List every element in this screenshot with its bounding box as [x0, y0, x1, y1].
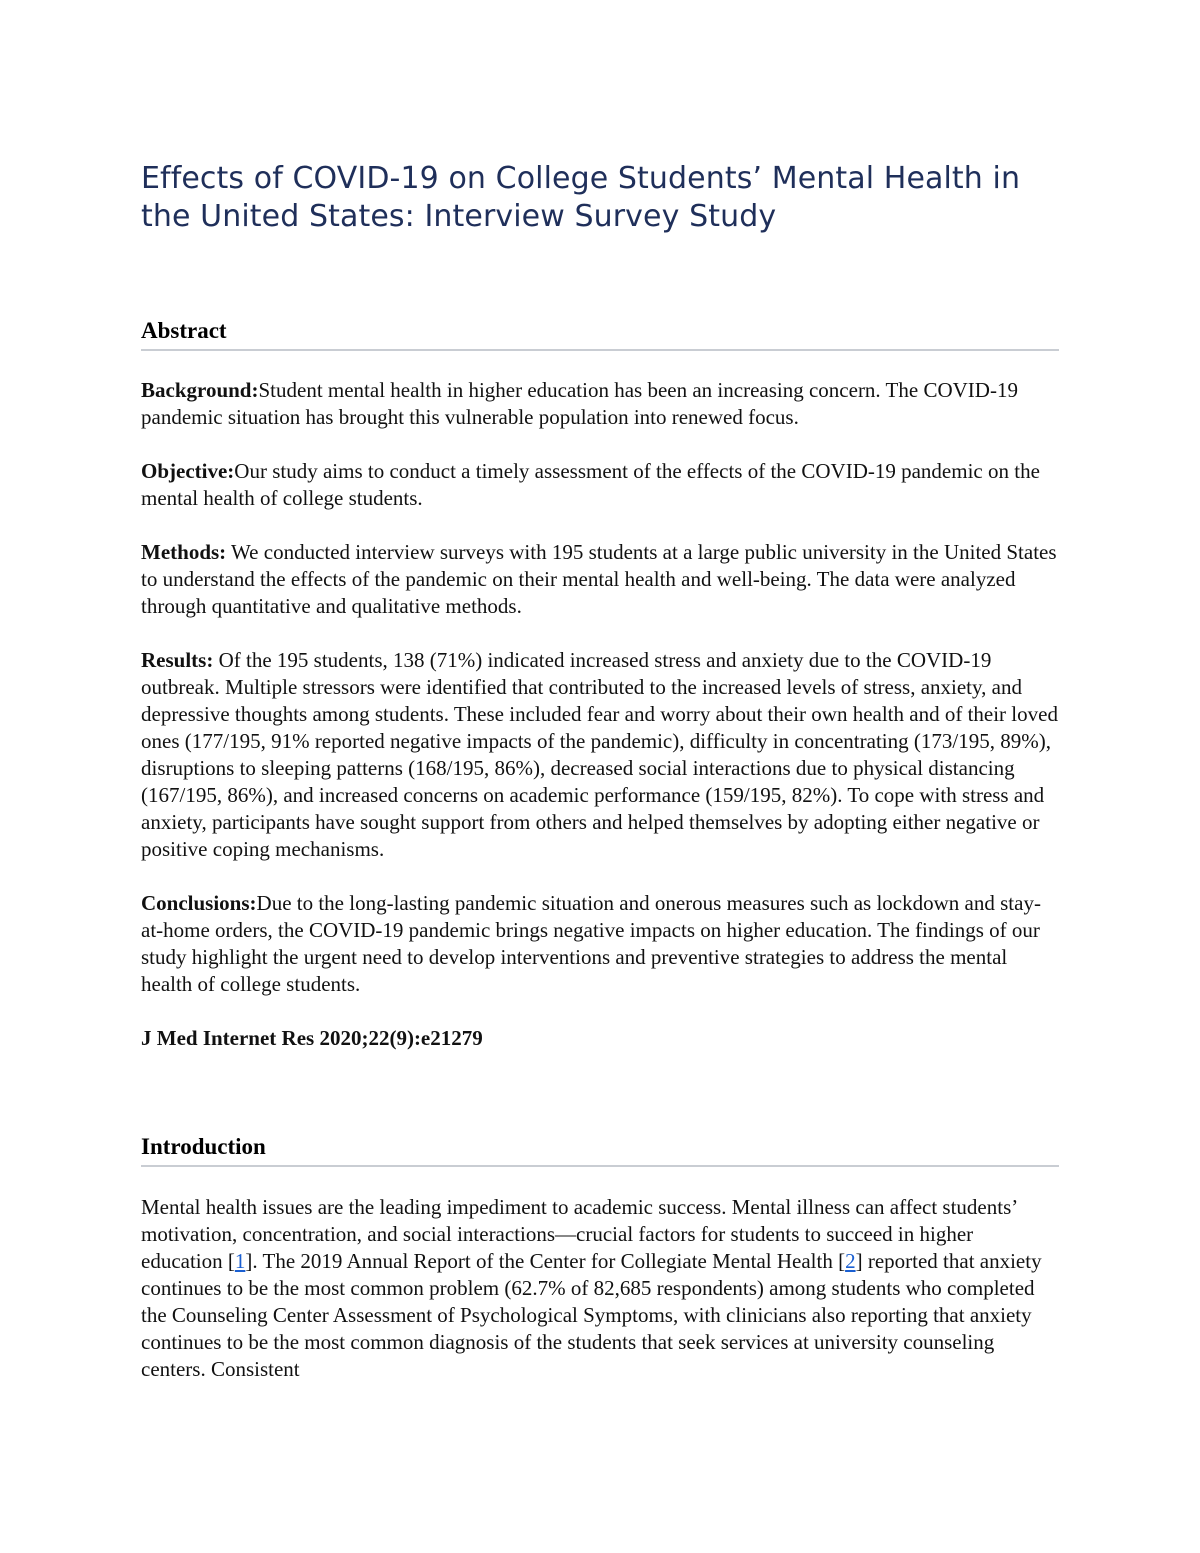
document-page [141, 160, 1059, 1383]
intro-text-1: Mental health issues are the leading impediment to academic success. Mental illness can affect students’ motivation, concentration, and social interactions—crucial factors for students to succeed in higher education [ [141, 1195, 1017, 1273]
abstract-methods [141, 539, 1059, 620]
methods-label: Methods: [141, 540, 227, 564]
methods-text: We conducted interview surveys with 195 students at a large public university in the United States to understand the effects of the pandemic on their mental health and well-being. The data were analyzed through quantitative and qualitative methods. [141, 540, 1057, 618]
conclusions-label: Conclusions: [141, 891, 257, 915]
background-label: Background: [141, 378, 259, 402]
reference-link-2[interactable]: 2 [845, 1249, 856, 1273]
abstract-results [141, 647, 1059, 863]
results-label: Results: [141, 648, 214, 672]
results-text: Of the 195 students, 138 (71%) indicated increased stress and anxiety due to the COVID-19 outbreak. Multiple stressors were identified that contributed to the increased levels of stress, anxiety, and depressive thoughts among students. These included fear and worry about their own health and of their loved ones (177/195, 91% reported negative impacts of the pandemic), difficulty in concentrating (173/195, 89%), disruptions to sleeping patterns (168/195, 86%), decreased social interactions due to physical distancing (167/195, 86%), and increased concerns on academic performance (159/195, 82%). To cope with stress and anxiety, participants have sought support from others and helped themselves by adopting either negative or positive coping mechanisms. [141, 648, 1058, 861]
paper-title: Effects of COVID-19 on College Students’ Mental Health in the United States: Interview Survey Study [141, 161, 1021, 234]
journal-citation: J Med Internet Res 2020;22(9):e21279 [141, 1026, 483, 1050]
intro-text-2: ]. The 2019 Annual Report of the Center for Collegiate Mental Health [ [245, 1249, 846, 1273]
conclusions-text: Due to the long-lasting pandemic situation and onerous measures such as lockdown and stay-at-home orders, the COVID-19 pandemic brings negative impacts on higher education. The findings of our study highlight the urgent need to develop interventions and preventive strategies to address the mental health of college students. [141, 891, 1041, 996]
background-text: Student mental health in higher education has been an increasing concern. The COVID-19 pandemic situation has brought this vulnerable population into renewed focus. [141, 378, 1018, 429]
introduction-heading: Introduction [141, 1132, 1059, 1167]
abstract-objective [141, 458, 1059, 512]
introduction-paragraph [141, 1194, 1059, 1383]
intro-text-3: ] reported that anxiety continues to be the most common problem (62.7% of 82,685 respondents) among students who completed the Counseling Center Assessment of Psychological Symptoms, with clinicians also reporting that anxiety continues to be the most common diagnosis of the students that seek services at university counseling centers. Consistent [141, 1249, 1042, 1381]
objective-text: Our study aims to conduct a timely assessment of the effects of the COVID-19 pandemic on the mental health of college students. [141, 459, 1040, 510]
abstract-conclusions [141, 890, 1059, 998]
reference-link-1[interactable]: 1 [234, 1249, 246, 1273]
abstract-heading: Abstract [141, 316, 1059, 351]
objective-label: Objective: [141, 459, 235, 483]
abstract-background [141, 377, 1059, 431]
